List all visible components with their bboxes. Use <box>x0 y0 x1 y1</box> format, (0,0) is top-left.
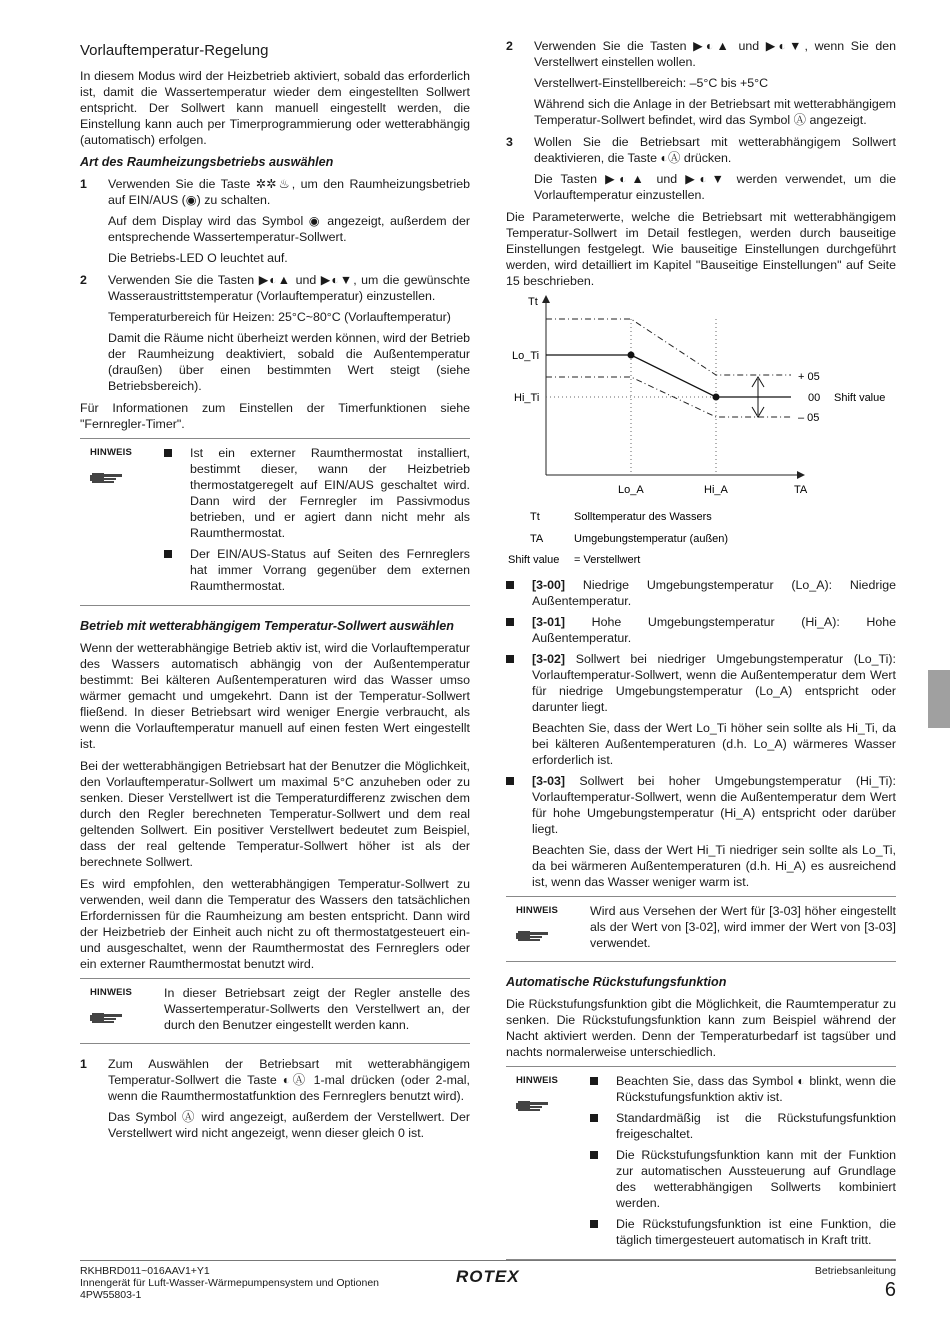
bullet-square-icon <box>590 1220 598 1228</box>
y-axis-label: Tt <box>528 296 538 308</box>
bullet-square-icon <box>590 1114 598 1122</box>
pointing-hand-icon <box>516 925 552 945</box>
doc-code: RKHBRD011~016AAV1+Y1 <box>80 1265 210 1277</box>
note-bullet: Die Rückstufungsfunktion ist eine Funktion, die täglich timergesteuert automatisch in Kraft tritt. <box>590 1216 896 1248</box>
bullet-square-icon <box>506 777 514 785</box>
weather-curve-chart <box>506 295 896 567</box>
step-text: Die Betriebs-LED O leuchtet auf. <box>108 251 288 265</box>
note-bullet: Standardmäßig ist die Rückstufungsfunktion freigeschaltet. <box>590 1110 896 1142</box>
legend-tt-text: Solltemperatur des Wassers <box>574 511 712 523</box>
note-box <box>506 896 896 962</box>
paragraph: Wenn der wetterabhängige Betrieb aktiv ist, wird die Vorlauftemperatur des Wassers automatisch abhängig von der Außentemperatur bestimmt: Bei kälteren Außentemperaturen wird das Wasser umso wärmer gemacht und umgekehrt. Dann ist der Temperatur-Sollwert fließend. In dieser Betriebsart wird weniger Energie verbraucht, als wenn die Vorlauftemperatur manuell auf einen festen Wert eingestellt ist. <box>80 641 470 751</box>
shift-plus-label: + 05 <box>798 371 820 383</box>
subsection-heading: Automatische Rückstufungsfunktion <box>506 975 727 989</box>
note-label <box>506 903 590 955</box>
note-bullet: Der EIN/AUS-Status auf Seiten des Fernreglers hat immer Vorrang gegenüber dem externen Raumthermostat. <box>164 546 470 594</box>
legend-ta-text: Umgebungstemperatur (außen) <box>574 533 729 545</box>
footer-divider <box>80 1260 896 1261</box>
note-bullet: Die Rückstufungsfunktion kann mit der Funktion zur automatischen Aussteuerung auf Grundlage des wetterabhängigen Sollwerts kombiniert werden. <box>590 1147 896 1211</box>
param-bullet: [3-00] Niedrige Umgebungstemperatur (Lo_A): Niedrige Außentemperatur. <box>506 577 896 609</box>
param-bullet: [3-01] Hohe Umgebungstemperatur (Hi_A): Hohe Außentemperatur. <box>506 614 896 646</box>
step-text: Damit die Räume nicht überheizt werden können, wird der Betrieb der Raumheizung deaktiviert, sobald die Außentemperatur (draußen) über einen bestimmten Wert steigt (siehe Betriebsbereich). <box>108 331 470 393</box>
note-box <box>80 438 470 606</box>
pointing-hand-icon <box>90 1007 126 1027</box>
note-bullet: Beachten Sie, dass das Symbol ◐ blinkt, wenn die Rückstufungsfunktion aktiv ist. <box>590 1073 896 1105</box>
note-text: Wird aus Versehen der Wert für [3-03] höher eingestellt als der Wert von [3-02], wird immer der Wert von [3-03] verwendet. <box>590 904 896 950</box>
paragraph: Es wird empfohlen, den wetterabhängigen Temperatur-Sollwert zu verwenden, weil dann die Temperatur des Wassers den tatsächlichen Erfordernissen für die Raumheizung am besten entspricht. Dann wird der Heizbetrieb der Einheit auch nicht zu oft thermostatgesteuert ein- und ausgeschaltet, wenn der Raumthermostat des Fernreglers oder ein externer Raumthermostat benutzt wird. <box>80 877 470 971</box>
param-code: [3-03] <box>532 774 566 788</box>
x-tick-lo-a: Lo_A <box>618 484 644 496</box>
bullet-square-icon <box>590 1151 598 1159</box>
step-number: 2 <box>506 39 513 53</box>
step-text: Zum Auswählen der Betriebsart mit wetterabhängigem Temperatur-Sollwert die Taste ◐Ⓐ 1-mal drücken (oder 2-mal, wenn die Raumthermostatfunktion des Fernreglers benutzt wird). <box>108 1057 470 1103</box>
series-setpoint <box>546 355 791 397</box>
param-code: [3-01] <box>532 615 566 629</box>
step-number: 1 <box>80 177 87 191</box>
param-bullet: [3-02] Sollwert bei niedriger Umgebungstemperatur (Lo_Ti): Vorlauftemperatur-Sollwert, wenn die Außentemperatur dem Wert für niedrige Umgebungstemperatur (Lo_A) entspricht oder darunter liegt. Beachten Sie, dass der Wert Lo_Ti höher sein sollte als Hi_Ti, da bei kälteren Außentemperaturen (d.h. Lo_A) wärmeres Wasser erforderlich ist. <box>506 651 896 768</box>
pointing-hand-icon <box>90 467 126 487</box>
note-bullet: Ist ein externer Raumthermostat installiert, bestimmt dieser, wann der Heizbetrieb thermostatgeregelt auf EIN/AUS geschaltet wird. Dann wird der Fernregler im Passivmodus betrieben, und er agiert dann nicht mehr als Raumthermostat. <box>164 445 470 541</box>
step-weather-3 <box>506 134 896 203</box>
doc-number: 4PW55803-1 <box>80 1289 142 1301</box>
y-tick-hi-ti: Hi_Ti <box>514 392 540 404</box>
step-number: 2 <box>80 273 87 287</box>
chart-svg <box>506 295 896 567</box>
step-weather-2 <box>506 38 896 128</box>
note-box <box>80 978 470 1044</box>
param-bullet: [3-03] Sollwert bei hoher Umgebungstemperatur (Hi_Ti): Vorlauftemperatur-Sollwert, wenn die Außentemperatur dem Wert für hohe Umgebungstemperatur (Hi_A) entspricht oder darüber liegt. Beachten Sie, dass der Wert Hi_Ti niedriger sein sollte als Lo_Ti, da bei wärmeren Außentemperaturen (d.h. Hi_A) es ausreichend ist, wenn das Wasser weniger warm ist. <box>506 773 896 890</box>
footer-page-info <box>815 1265 896 1301</box>
step-text: Verwenden Sie die Tasten ▶◐▲ und ▶◐▼, um die gewünschte Wasseraustrittstemperatur (Vorlauftemperatur) einzustellen. <box>108 273 470 303</box>
note-label <box>80 445 164 599</box>
step-number: 3 <box>506 135 513 149</box>
note-text: In dieser Betriebsart zeigt der Regler anstelle des Wassertemperatur-Sollwerts den Verstellwert an, der durch den Benutzer eingestellt werden kann. <box>164 986 470 1032</box>
doc-title: Innengerät für Luft-Wasser-Wärmepumpensystem und Optionen <box>80 1277 379 1289</box>
chapter-tab <box>928 670 950 728</box>
legend-shift-symbol: Shift value <box>508 554 560 566</box>
step-text: Auf dem Display wird das Symbol ◉ angezeigt, außerdem der entsprechende Wassertemperatur-Sollwert. <box>108 214 470 244</box>
y-tick-lo-ti: Lo_Ti <box>512 350 540 362</box>
step-text: Verstellwert-Einstellbereich: –5°C bis +5°C <box>534 76 769 90</box>
footer-doc-info <box>80 1265 379 1301</box>
note-box <box>506 1066 896 1260</box>
param-note: Beachten Sie, dass der Wert Hi_Ti niedriger sein sollte als Lo_Ti, da bei wärmeren Außentemperaturen (d.h. Hi_A) es ausreichend ist, wenn das Wasser weniger warm ist. <box>532 843 896 889</box>
bullet-square-icon <box>164 550 172 558</box>
brand-logo: ROTEX <box>456 1267 520 1286</box>
bullet-square-icon <box>506 581 514 589</box>
x-tick-hi-a: Hi_A <box>704 484 728 496</box>
paragraph: Die Rückstufungsfunktion gibt die Möglichkeit, die Raumtemperatur zu senken. Die Rückstufungsfunktion kann zum Beispiel während der Nacht aktiviert werden. Denn der Temperaturbedarf ist tagsüber und nachts normalerweise unterschiedlich. <box>506 997 896 1059</box>
bullet-square-icon <box>590 1077 598 1085</box>
left-column <box>80 38 470 1147</box>
section-title: Vorlauftemperatur-Regelung <box>80 42 269 59</box>
page-number: 6 <box>884 1279 896 1301</box>
legend-tt-symbol: Tt <box>530 511 540 523</box>
step-text: Temperaturbereich für Heizen: 25°C~80°C (Vorlauftemperatur) <box>108 310 451 324</box>
x-axis-label: TA <box>794 484 808 496</box>
note-body <box>164 985 470 1037</box>
timer-info: Für Informationen zum Einstellen der Timerfunktionen siehe "Fernregler-Timer". <box>80 401 470 431</box>
pointing-hand-icon <box>516 1095 552 1115</box>
legend-shift-text: = Verstellwert <box>574 554 641 566</box>
subsection-heading: Art des Raumheizungsbetriebs auswählen <box>80 155 334 169</box>
step-text: Verwenden Sie die Taste ✲✲♨, um den Raumheizungsbetrieb auf EIN/AUS (◉) zu schalten. <box>108 177 470 207</box>
intro-paragraph: In diesem Modus wird der Heizbetrieb aktiviert, sobald das erforderlich ist, damit die Wassertemperatur wieder dem eingestellten Sollwert entspricht. Der Sollwert kann manuell eingestellt werden, die Einstellung kann auch per Timerprogrammierung oder wetterabhängig (automatisch) erfolgen. <box>80 69 470 147</box>
manual-type: Betriebsanleitung <box>814 1265 896 1277</box>
note-label-text: HINWEIS <box>516 905 559 916</box>
point-hi <box>713 394 720 401</box>
step-text: Wollen Sie die Betriebsart mit wetterabhängigem Sollwert deaktivieren, die Taste ◐Ⓐ drücken. <box>534 135 896 165</box>
param-note: Beachten Sie, dass der Wert Lo_Ti höher sein sollte als Hi_Ti, da bei kälteren Außentemperaturen (d.h. Lo_A) wärmeres Wasser erforderlich ist. <box>532 721 896 767</box>
legend-ta-symbol: TA <box>530 533 544 545</box>
step-number: 1 <box>80 1057 87 1071</box>
step-text: Die Tasten ▶◐▲ und ▶◐▼ werden verwendet, um die Vorlauftemperatur einzustellen. <box>534 172 896 202</box>
param-code: [3-02] <box>532 652 566 666</box>
step-text: Das Symbol Ⓐ wird angezeigt, außerdem der Verstellwert. Der Verstellwert wird nicht angezeigt, wenn dieser gleich 0 ist. <box>108 1110 470 1140</box>
series-plus-05 <box>546 319 791 375</box>
shift-zero-label: 00 <box>808 392 821 404</box>
subsection-heading: Betrieb mit wetterabhängigem Temperatur-Sollwert auswählen <box>80 619 454 633</box>
note-body <box>590 903 896 955</box>
step-weather-1 <box>80 1056 470 1141</box>
note-label <box>506 1073 590 1253</box>
step-1 <box>80 176 470 266</box>
note-label-text: HINWEIS <box>90 987 133 998</box>
bullet-square-icon <box>506 618 514 626</box>
parameters-paragraph: Die Parameterwerte, welche die Betriebsart mit wetterabhängigem Temperatur-Sollwert im Detail festlegen, werden durch bauseitige Einstellungen festgelegt. Wie bauseitige Einstellungen durchgeführt werden, wird detailliert im Kapitel "Bauseitige Einstellungen" auf Seite 15 beschrieben. <box>506 210 896 288</box>
note-body <box>164 445 470 599</box>
step-2 <box>80 272 470 394</box>
note-label-text: HINWEIS <box>90 447 133 458</box>
right-column <box>506 38 896 1272</box>
shift-annotation: Shift value <box>834 392 886 404</box>
shift-minus-label: – 05 <box>798 412 820 424</box>
paragraph: Bei der wetterabhängigen Betriebsart hat der Benutzer die Möglichkeit, den Vorlauftemperatur-Sollwert um maximal 5°C anzuheben oder zu senken. Dieser Verstellwert ist die Temperaturdifferenz zwischen dem durch den Regler berechneten Temperatur-Sollwert und dem real geltenden Sollwert. Ein positiver Verstellwert bedeutet zum Beispiel, dass der real geltende Temperatur-Sollwert höher ist als der berechnete Sollwert. <box>80 759 470 869</box>
note-label-text: HINWEIS <box>516 1075 559 1086</box>
bullet-square-icon <box>506 655 514 663</box>
param-code: [3-00] <box>532 578 566 592</box>
step-text: Während sich die Anlage in der Betriebsart mit wetterabhängigem Temperatur-Sollwert befindet, wird das Symbol Ⓐ angezeigt. <box>534 97 896 127</box>
note-label <box>80 985 164 1037</box>
step-text: Verwenden Sie die Tasten ▶◐▲ und ▶◐▼, wenn Sie den Verstellwert einstellen wollen. <box>534 39 896 69</box>
bullet-square-icon <box>164 449 172 457</box>
note-body <box>590 1073 896 1253</box>
point-lo <box>628 352 635 359</box>
